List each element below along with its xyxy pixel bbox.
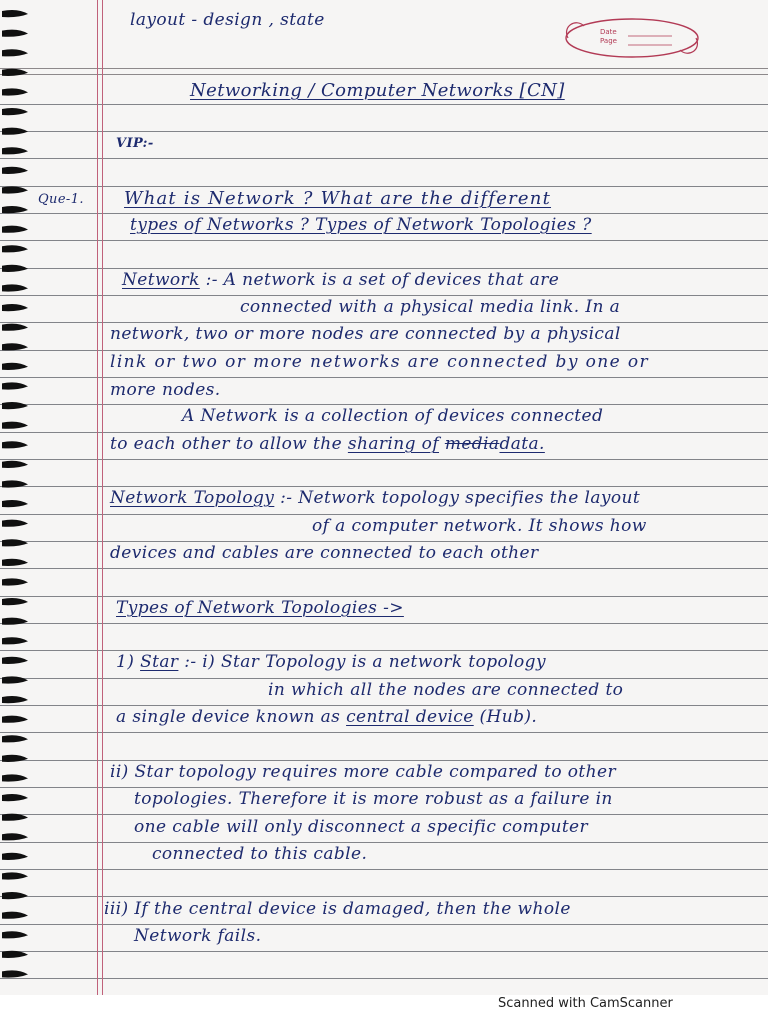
spiral-ring bbox=[2, 343, 28, 350]
spiral-ring bbox=[2, 696, 28, 703]
star-number: 1) bbox=[116, 652, 135, 672]
spiral-ring bbox=[2, 88, 28, 95]
spiral-ring bbox=[2, 853, 28, 860]
star-term: Star bbox=[140, 652, 179, 672]
ruled-line bbox=[0, 705, 768, 706]
topology-definition-line: of a computer network. It shows how bbox=[312, 516, 647, 536]
star-line bbox=[116, 707, 537, 727]
spiral-ring bbox=[2, 108, 28, 115]
spiral-ring bbox=[2, 265, 28, 272]
ruled-line bbox=[0, 896, 768, 897]
spiral-ring bbox=[2, 951, 28, 958]
ruled-line bbox=[0, 541, 768, 542]
network-definition-line: connected with a physical media link. In a bbox=[240, 297, 621, 317]
spiral-ring bbox=[2, 167, 28, 174]
ruled-line bbox=[0, 131, 768, 132]
ruled-line bbox=[0, 842, 768, 843]
spiral-ring bbox=[2, 245, 28, 252]
ruled-line bbox=[0, 924, 768, 925]
ruled-line bbox=[0, 74, 768, 75]
sharing-of-term: sharing of bbox=[347, 434, 440, 454]
spiral-ring bbox=[2, 735, 28, 742]
camscanner-credit: Scanned with CamScanner bbox=[498, 996, 673, 1011]
spiral-ring bbox=[2, 10, 28, 17]
spiral-ring bbox=[2, 324, 28, 331]
ruled-line bbox=[0, 213, 768, 214]
spiral-ring bbox=[2, 500, 28, 507]
ruled-line bbox=[0, 459, 768, 460]
spiral-ring bbox=[2, 676, 28, 683]
star-point-ii-line: ii) Star topology requires more cable compared to other bbox=[110, 762, 616, 782]
spiral-ring bbox=[2, 618, 28, 625]
page-label: Page bbox=[600, 37, 617, 45]
topology-def-text: :- Network topology specifies the layout bbox=[280, 488, 641, 508]
ruled-line bbox=[0, 732, 768, 733]
spiral-ring bbox=[2, 931, 28, 938]
ruled-line bbox=[0, 377, 768, 378]
spiral-ring bbox=[2, 833, 28, 840]
ruled-line bbox=[0, 869, 768, 870]
ruled-line bbox=[0, 596, 768, 597]
star-point-ii-line: connected to this cable. bbox=[152, 844, 368, 864]
ruled-line bbox=[0, 568, 768, 569]
network-definition-line bbox=[110, 434, 545, 454]
star-line: in which all the nodes are connected to bbox=[268, 680, 624, 700]
spiral-ring bbox=[2, 128, 28, 135]
ruled-line bbox=[0, 650, 768, 651]
question-line: types of Networks ? Types of Network Topologies ? bbox=[130, 215, 592, 235]
ruled-line bbox=[0, 678, 768, 679]
spiral-ring bbox=[2, 226, 28, 233]
spiral-ring bbox=[2, 912, 28, 919]
types-heading: Types of Network Topologies -> bbox=[116, 598, 404, 618]
network-def-text: to each other to allow the bbox=[110, 434, 343, 454]
star-text: :- i) Star Topology is a network topology bbox=[184, 652, 546, 672]
spiral-ring bbox=[2, 755, 28, 762]
ruled-line bbox=[0, 787, 768, 788]
ruled-line bbox=[0, 404, 768, 405]
ruled-line bbox=[0, 760, 768, 761]
star-text: a single device known as bbox=[116, 707, 341, 727]
spiral-ring bbox=[2, 794, 28, 801]
ruled-line bbox=[0, 240, 768, 241]
spiral-ring bbox=[2, 480, 28, 487]
question-label: Que-1. bbox=[38, 192, 84, 207]
central-device-term: central device bbox=[346, 707, 474, 727]
spiral-ring bbox=[2, 637, 28, 644]
ruled-line bbox=[0, 158, 768, 159]
network-definition-line: network, two or more nodes are connected by a physical bbox=[110, 324, 621, 344]
spiral-ring bbox=[2, 147, 28, 154]
ruled-line bbox=[0, 268, 768, 269]
margin-line bbox=[102, 0, 103, 995]
ruled-line bbox=[0, 486, 768, 487]
star-point-ii-line: topologies. Therefore it is more robust as a failure in bbox=[134, 789, 613, 809]
spiral-ring bbox=[2, 422, 28, 429]
vip-label: VIP:- bbox=[116, 136, 154, 151]
network-definition-line bbox=[122, 270, 559, 290]
network-def-text: :- A network is a set of devices that are bbox=[205, 270, 560, 290]
ruled-line bbox=[0, 295, 768, 296]
star-point-ii-line: one cable will only disconnect a specific computer bbox=[134, 817, 589, 837]
star-line bbox=[116, 652, 546, 672]
ruled-line bbox=[0, 350, 768, 351]
topology-definition-line: devices and cables are connected to each other bbox=[110, 543, 539, 563]
margin-line bbox=[97, 0, 98, 995]
ruled-line bbox=[0, 623, 768, 624]
spiral-ring bbox=[2, 382, 28, 389]
top-note: layout - design , state bbox=[130, 10, 325, 30]
spiral-ring bbox=[2, 598, 28, 605]
spiral-ring bbox=[2, 284, 28, 291]
spiral-ring bbox=[2, 814, 28, 821]
ruled-line bbox=[0, 322, 768, 323]
spiral-ring bbox=[2, 304, 28, 311]
spiral-ring bbox=[2, 402, 28, 409]
spiral-ring bbox=[2, 970, 28, 977]
spiral-ring bbox=[2, 461, 28, 468]
data-term: data. bbox=[499, 434, 545, 454]
date-label: Date bbox=[600, 28, 617, 36]
spiral-ring bbox=[2, 578, 28, 585]
date-page-stamp bbox=[560, 14, 710, 62]
spiral-ring bbox=[2, 657, 28, 664]
ruled-line bbox=[0, 186, 768, 187]
network-definition-line: A Network is a collection of devices connected bbox=[182, 406, 604, 426]
network-definition-line: link or two or more networks are connected by one or bbox=[110, 352, 650, 372]
network-definition-line: more nodes. bbox=[110, 380, 221, 400]
spiral-ring bbox=[2, 716, 28, 723]
spiral-ring bbox=[2, 206, 28, 213]
ruled-line bbox=[0, 814, 768, 815]
star-point-iii-line: iii) If the central device is damaged, then the whole bbox=[104, 899, 571, 919]
spiral-ring bbox=[2, 30, 28, 37]
ruled-line bbox=[0, 68, 768, 69]
ruled-line bbox=[0, 978, 768, 979]
stamp-outline-icon bbox=[560, 14, 710, 62]
spiral-ring bbox=[2, 441, 28, 448]
spiral-ring bbox=[2, 872, 28, 879]
question-line: What is Network ? What are the different bbox=[124, 188, 552, 209]
spiral-ring bbox=[2, 186, 28, 193]
spiral-ring bbox=[2, 559, 28, 566]
spiral-ring bbox=[2, 539, 28, 546]
star-point-iii-line: Network fails. bbox=[134, 926, 262, 946]
ruled-line bbox=[0, 104, 768, 105]
spiral-ring bbox=[2, 892, 28, 899]
ruled-line bbox=[0, 951, 768, 952]
page-title: Networking / Computer Networks [CN] bbox=[190, 80, 565, 101]
spiral-ring bbox=[2, 774, 28, 781]
network-term: Network bbox=[122, 270, 200, 290]
network-topology-term: Network Topology bbox=[110, 488, 275, 508]
spiral-ring bbox=[2, 69, 28, 76]
ruled-line bbox=[0, 432, 768, 433]
spiral-ring bbox=[2, 363, 28, 370]
star-text: (Hub). bbox=[479, 707, 538, 727]
spiral-ring bbox=[2, 49, 28, 56]
spiral-ring bbox=[2, 520, 28, 527]
struck-out-word: media bbox=[444, 434, 500, 454]
spiral-binding bbox=[0, 0, 34, 995]
topology-definition-line bbox=[110, 488, 640, 508]
ruled-line bbox=[0, 514, 768, 515]
